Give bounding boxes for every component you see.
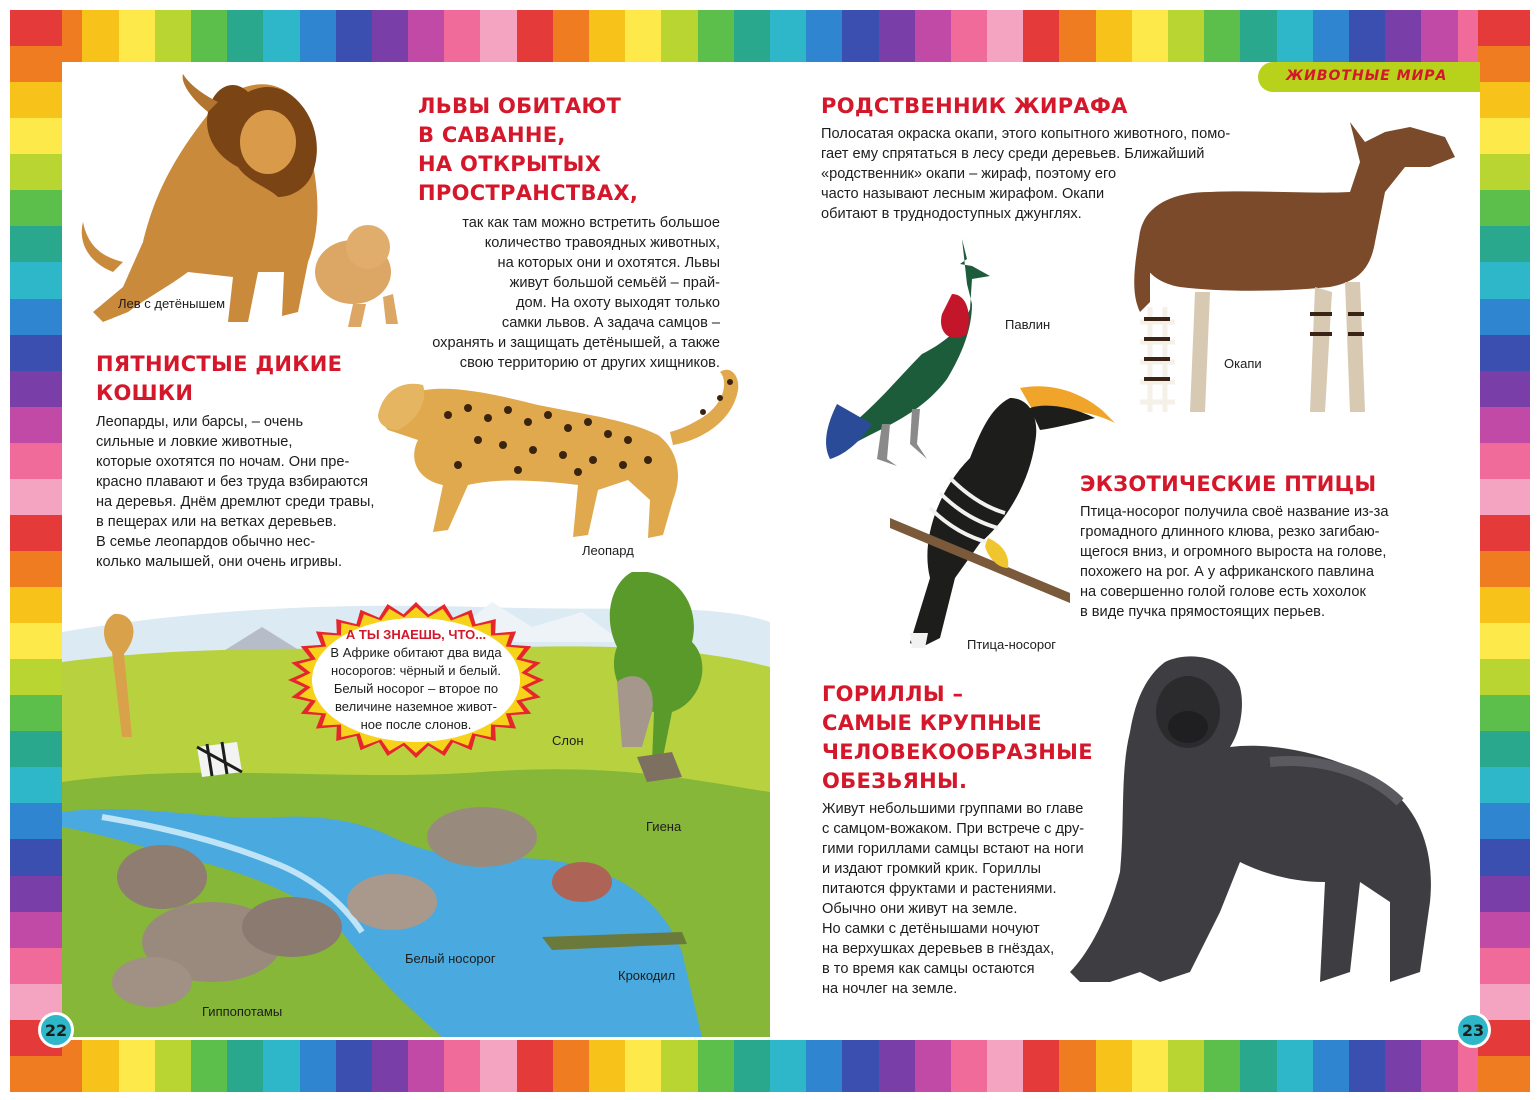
gorillas-text-line: питаются фруктами и растениями. xyxy=(822,881,1057,897)
leopard-caption: Леопард xyxy=(582,543,634,558)
border-stripe xyxy=(1421,10,1457,62)
cats-text-line: сильные и ловкие животные, xyxy=(96,434,293,450)
gorillas-heading-line: ОБЕЗЬЯНЫ. xyxy=(822,769,968,793)
border-stripe xyxy=(300,10,336,62)
border-stripe xyxy=(879,10,915,62)
border-stripe xyxy=(10,335,62,371)
gorillas-text xyxy=(822,799,1084,999)
border-stripe xyxy=(336,10,372,62)
border-stripe xyxy=(1277,1040,1313,1092)
page-number-right: 23 xyxy=(1455,1012,1491,1048)
okapi-text-line: часто называют лесным жирафом. Окапи xyxy=(821,186,1105,202)
okapi-text-line: обитают в труднодоступных джунглях. xyxy=(821,206,1082,222)
border-stripe xyxy=(1478,695,1530,731)
border-stripe xyxy=(1478,371,1530,407)
border-stripe xyxy=(1478,190,1530,226)
lions-text-line: так как там можно встретить большое xyxy=(462,215,720,231)
hippos-caption: Гиппопотамы xyxy=(202,1004,283,1019)
border-stripe xyxy=(444,1040,480,1092)
fact-text-line: В Африке обитают два вида xyxy=(330,645,502,660)
border-stripe xyxy=(119,1040,155,1092)
border-top xyxy=(10,10,1530,62)
border-stripe xyxy=(1478,587,1530,623)
border-stripe xyxy=(625,10,661,62)
okapi-text-line: Полосатая окраска окапи, этого копытного животного, помо- xyxy=(821,126,1231,142)
gorillas-heading-line: ГОРИЛЛЫ – xyxy=(822,682,964,706)
cats-text-line: красно плавают и без труда взбираются xyxy=(96,474,369,490)
gorillas-text-line: гими гориллами самцы встают на ноги xyxy=(822,841,1084,857)
lions-heading-line: ПРОСТРАНСТВАХ, xyxy=(418,181,639,205)
peacock-caption: Павлин xyxy=(1005,317,1051,332)
border-stripe xyxy=(1168,1040,1204,1092)
border-stripe xyxy=(1478,407,1530,443)
okapi-illustration xyxy=(1110,112,1465,430)
border-stripe xyxy=(1023,1040,1059,1092)
border-stripe xyxy=(806,10,842,62)
border-stripe xyxy=(10,407,62,443)
gorillas-text-line: Живут небольшими группами во главе xyxy=(822,801,1084,817)
cats-text-line: на деревья. Днём дремлют среди травы, xyxy=(96,494,375,510)
border-stripe xyxy=(1478,226,1530,262)
border-stripe xyxy=(82,1040,118,1092)
border-stripe xyxy=(1277,10,1313,62)
border-stripe xyxy=(1478,803,1530,839)
border-stripe xyxy=(227,1040,263,1092)
border-stripe xyxy=(444,10,480,62)
border-stripe xyxy=(1240,10,1276,62)
border-stripe xyxy=(1478,443,1530,479)
border-stripe xyxy=(10,876,62,912)
border-stripe xyxy=(10,587,62,623)
border-stripe xyxy=(517,10,553,62)
border-stripe xyxy=(1478,731,1530,767)
border-stripe xyxy=(300,1040,336,1092)
border-stripe xyxy=(951,1040,987,1092)
cats-text-line: в пещерах или на ветках деревьев. xyxy=(96,514,337,530)
border-stripe xyxy=(10,479,62,515)
border-stripe xyxy=(10,82,62,118)
okapi-heading: РОДСТВЕННИК ЖИРАФА xyxy=(821,94,1128,118)
cats-text-line: Леопарды, или барсы, – очень xyxy=(96,414,304,430)
border-stripe xyxy=(1059,1040,1095,1092)
border-stripe xyxy=(1385,1040,1421,1092)
cats-text xyxy=(96,412,374,572)
border-stripe xyxy=(1478,262,1530,298)
border-stripe xyxy=(1478,154,1530,190)
border-stripe xyxy=(10,1056,62,1092)
lion-caption: Лев с детёнышем xyxy=(118,296,226,311)
lions-text-line: охранять и защищать детёнышей, а также xyxy=(432,335,720,351)
border-stripe xyxy=(10,803,62,839)
border-stripe xyxy=(1478,659,1530,695)
border-stripe xyxy=(987,1040,1023,1092)
border-stripe xyxy=(1421,1040,1457,1092)
lions-heading-line: В САВАННЕ, xyxy=(418,123,566,147)
leopard-illustration xyxy=(358,360,750,548)
border-stripe xyxy=(842,1040,878,1092)
border-stripe xyxy=(10,839,62,875)
lions-text-line: на которых они и охотятся. Львы xyxy=(497,255,720,271)
cats-heading-line: КОШКИ xyxy=(96,381,194,405)
section-badge-label: ЖИВОТНЫЕ МИРА xyxy=(1286,68,1448,84)
border-stripe xyxy=(10,948,62,984)
border-stripe xyxy=(227,10,263,62)
border-stripe xyxy=(915,10,951,62)
border-stripe xyxy=(191,10,227,62)
border-stripe xyxy=(661,1040,697,1092)
border-stripe xyxy=(1478,912,1530,948)
border-stripe xyxy=(1204,1040,1240,1092)
lions-heading-line: ЛЬВЫ ОБИТАЮТ xyxy=(418,94,622,118)
border-stripe xyxy=(408,10,444,62)
border-stripe xyxy=(1478,984,1530,1020)
birds-text xyxy=(1080,502,1388,622)
gorilla-illustration xyxy=(1070,652,1450,992)
gorillas-text-line: Обычно они живут на земле. xyxy=(822,901,1018,917)
border-stripe xyxy=(1478,551,1530,587)
elephant-caption: Слон xyxy=(552,733,584,748)
lions-text xyxy=(390,213,720,373)
border-stripe xyxy=(1478,10,1530,46)
border-stripe xyxy=(82,10,118,62)
border-stripe xyxy=(10,443,62,479)
crocodile-caption: Крокодил xyxy=(618,968,676,983)
border-stripe xyxy=(408,1040,444,1092)
border-stripe xyxy=(1132,1040,1168,1092)
border-stripe xyxy=(263,10,299,62)
border-stripe xyxy=(1096,1040,1132,1092)
fact-box xyxy=(296,626,536,734)
border-bottom xyxy=(10,1040,1530,1092)
border-stripe xyxy=(10,731,62,767)
border-stripe xyxy=(10,10,62,46)
gorillas-text-line: с самцом-вожаком. При встрече с дру- xyxy=(822,821,1085,837)
border-stripe xyxy=(10,623,62,659)
lions-heading-line: НА ОТКРЫТЫХ xyxy=(418,152,602,176)
border-stripe xyxy=(1313,1040,1349,1092)
border-stripe xyxy=(10,659,62,695)
border-stripe xyxy=(1478,515,1530,551)
cats-heading-line: ПЯТНИСТЫЕ ДИКИЕ xyxy=(96,352,343,376)
border-stripe xyxy=(1478,299,1530,335)
border-stripe xyxy=(1478,82,1530,118)
border-stripe xyxy=(10,371,62,407)
border-stripe xyxy=(589,1040,625,1092)
border-right xyxy=(1478,10,1530,1092)
border-stripe xyxy=(1349,1040,1385,1092)
border-stripe xyxy=(1349,10,1385,62)
okapi-text-line: гает ему спрятаться в лесу среди деревьев. Ближайший xyxy=(821,146,1205,162)
hyena-caption: Гиена xyxy=(646,819,682,834)
border-stripe xyxy=(480,10,516,62)
border-stripe xyxy=(661,10,697,62)
gorillas-heading-line: САМЫЕ КРУПНЫЕ xyxy=(822,711,1042,735)
border-stripe xyxy=(1168,10,1204,62)
birds-heading: ЭКЗОТИЧЕСКИЕ ПТИЦЫ xyxy=(1080,472,1377,496)
border-stripe xyxy=(10,551,62,587)
cats-text-line: В семье леопардов обычно нес- xyxy=(96,534,316,550)
cats-text-line: колько малышей, они очень игривы. xyxy=(96,554,343,570)
border-stripe xyxy=(553,10,589,62)
gorillas-heading-line: ЧЕЛОВЕКООБРАЗНЫЕ xyxy=(822,740,1093,764)
border-stripe xyxy=(734,1040,770,1092)
border-stripe xyxy=(1023,10,1059,62)
gorillas-heading xyxy=(822,680,1093,796)
border-stripe xyxy=(915,1040,951,1092)
fact-title: А ТЫ ЗНАЕШЬ, ЧТО... xyxy=(345,627,487,642)
page-number-left: 22 xyxy=(38,1012,74,1048)
cats-heading xyxy=(96,350,342,408)
okapi-text-line: «родственник» окапи – жираф, поэтому его xyxy=(821,166,1117,182)
border-stripe xyxy=(698,10,734,62)
fact-text-line: носорогов: чёрный и белый. xyxy=(331,663,501,678)
border-stripe xyxy=(155,1040,191,1092)
fact-text-line: ное после слонов. xyxy=(360,717,472,732)
border-stripe xyxy=(553,1040,589,1092)
border-stripe xyxy=(119,10,155,62)
lions-heading xyxy=(418,92,638,208)
fact-text-line: Белый носорог – второе по xyxy=(333,681,499,696)
border-stripe xyxy=(770,1040,806,1092)
border-stripe xyxy=(372,1040,408,1092)
border-stripe xyxy=(1204,10,1240,62)
border-stripe xyxy=(372,10,408,62)
border-stripe xyxy=(10,262,62,298)
border-stripe xyxy=(987,10,1023,62)
border-stripe xyxy=(1478,46,1530,82)
border-stripe xyxy=(10,912,62,948)
birds-text-line: на совершенно голой голове есть хохолок xyxy=(1080,584,1366,600)
border-stripe xyxy=(589,10,625,62)
border-stripe xyxy=(10,190,62,226)
border-stripe xyxy=(517,1040,553,1092)
lions-text-line: количество травоядных животных, xyxy=(484,235,720,251)
birds-text-line: Птица-носорог получила своё название из-за xyxy=(1080,504,1389,520)
lions-text-line: дом. На охоту выходят только xyxy=(516,295,720,311)
fact-text-line: величине наземное живот- xyxy=(335,699,497,714)
border-stripe xyxy=(1478,1056,1530,1092)
border-stripe xyxy=(698,1040,734,1092)
birds-text-line: щегося вниз, и огромного выроста на голове, xyxy=(1080,544,1387,560)
border-stripe xyxy=(10,695,62,731)
border-stripe xyxy=(1478,479,1530,515)
border-stripe xyxy=(951,10,987,62)
gorillas-text-line: в то время как самцы остаются xyxy=(822,961,1035,977)
rhino-caption: Белый носорог xyxy=(405,951,496,966)
border-stripe xyxy=(1313,10,1349,62)
lions-text-line: живут большой семьёй – прай- xyxy=(509,275,720,291)
hornbill-caption: Птица-носорог xyxy=(967,637,1057,652)
border-stripe xyxy=(10,515,62,551)
gorillas-text-line: на ночлег на земле. xyxy=(822,981,958,997)
border-stripe xyxy=(1240,1040,1276,1092)
border-stripe xyxy=(1478,335,1530,371)
border-stripe xyxy=(1478,948,1530,984)
border-stripe xyxy=(10,767,62,803)
gorillas-text-line: и издают громкий крик. Гориллы xyxy=(822,861,1042,877)
border-stripe xyxy=(10,118,62,154)
border-stripe xyxy=(1478,876,1530,912)
border-stripe xyxy=(879,1040,915,1092)
border-stripe xyxy=(770,10,806,62)
border-stripe xyxy=(336,1040,372,1092)
border-stripe xyxy=(10,46,62,82)
okapi-caption: Окапи xyxy=(1224,356,1262,371)
border-left xyxy=(10,10,62,1092)
border-stripe xyxy=(10,299,62,335)
border-stripe xyxy=(806,1040,842,1092)
border-stripe xyxy=(1132,10,1168,62)
border-stripe xyxy=(10,226,62,262)
birds-text-line: похожего на рог. А у африканского павлина xyxy=(1080,564,1374,580)
gorillas-text-line: на верхушках деревьев в гнёздах, xyxy=(822,941,1055,957)
border-stripe xyxy=(191,1040,227,1092)
border-stripe xyxy=(1478,767,1530,803)
border-stripe xyxy=(1385,10,1421,62)
birds-text-line: в виде пучка прямостоящих перьев. xyxy=(1080,604,1325,620)
cats-text-line: которые охотятся по ночам. Они пре- xyxy=(96,454,350,470)
border-stripe xyxy=(1478,839,1530,875)
border-stripe xyxy=(1059,10,1095,62)
lions-text-line: самки львов. А задача самцов – xyxy=(501,315,720,331)
border-stripe xyxy=(1096,10,1132,62)
border-stripe xyxy=(263,1040,299,1092)
border-stripe xyxy=(1478,118,1530,154)
gorillas-text-line: Но самки с детёнышами ночуют xyxy=(822,921,1040,937)
border-stripe xyxy=(1478,623,1530,659)
border-stripe xyxy=(155,10,191,62)
border-stripe xyxy=(734,10,770,62)
border-stripe xyxy=(480,1040,516,1092)
border-stripe xyxy=(10,154,62,190)
birds-text-line: громадного длинного клюва, резко загибаю- xyxy=(1080,524,1380,540)
lions-text-line: свою территорию от других хищников. xyxy=(459,355,720,371)
border-stripe xyxy=(842,10,878,62)
border-stripe xyxy=(625,1040,661,1092)
